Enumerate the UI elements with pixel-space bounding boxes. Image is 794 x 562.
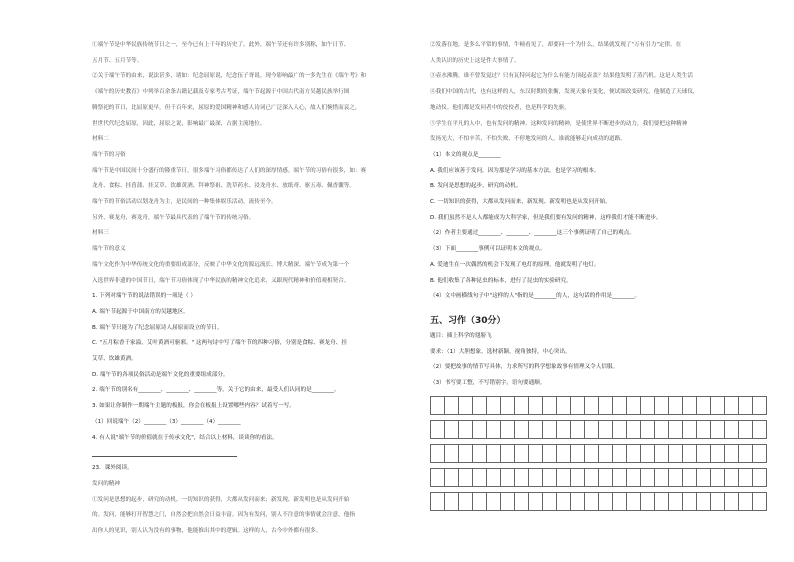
essay-requirement: 要求：（1）大胆想象，选材新颖，视角独特，中心突出。	[430, 348, 571, 355]
material-subtitle: 端午节的意义	[92, 246, 126, 253]
grid-cell[interactable]	[528, 396, 543, 415]
grid-cell[interactable]	[738, 492, 753, 511]
grid-cell[interactable]	[584, 444, 599, 463]
passage-line: ⑤学生在平凡的人中，也有发问的精神。这种发问的精神，是使世界不断进步的动力，我们要把这种精神	[430, 120, 688, 127]
grid-cell[interactable]	[696, 444, 711, 463]
grid-cell[interactable]	[598, 396, 613, 415]
grid-cell[interactable]	[724, 420, 739, 439]
grid-cell[interactable]	[654, 444, 669, 463]
grid-cell[interactable]	[738, 396, 753, 415]
text-line: 端午文化作为中华传统文化的重要组成部分，反映了中华文化的源远流长、博大精深。端午节成为第一个	[92, 261, 350, 268]
text-line: ②关于端午节的由来，说法甚多，诸如：纪念屈原说，纪念伍子胥说。现今影响最广的一多先生在《端午考》和	[92, 73, 367, 80]
grid-cell[interactable]	[444, 492, 459, 511]
grid-cell[interactable]	[472, 468, 487, 487]
grid-cell[interactable]	[724, 492, 739, 511]
grid-cell[interactable]	[682, 468, 697, 487]
passage-line: 地动仪。他们都是发问者中的佼佼者，也是科学的先驱。	[430, 104, 570, 111]
grid-cell[interactable]	[682, 420, 697, 439]
grid-cell[interactable]	[458, 444, 473, 463]
grid-cell[interactable]	[430, 396, 445, 415]
grid-cell[interactable]	[668, 492, 683, 511]
grid-row	[430, 492, 775, 511]
grid-cell[interactable]	[570, 396, 585, 415]
grid-cell[interactable]	[458, 492, 473, 511]
question-option: B. 他们收集了各种昆虫的标本，进行了昆虫的实验研究。	[430, 277, 572, 284]
grid-cell[interactable]	[668, 396, 683, 415]
essay-prompt: 题目：插上科学的翅膀飞	[430, 332, 492, 339]
text-line: ①端午节是中华民族传统节日之一，至今已有上千年的历史了。此外，端午节还有许多别称，如午日节、	[92, 42, 350, 48]
grid-cell[interactable]	[542, 420, 557, 439]
material-heading: 材料三	[92, 230, 109, 237]
grid-cell[interactable]	[486, 420, 501, 439]
passage-line: ④我们中国的古代，也有这样的人，东汉时期的张衡，发现天象有变化，便试图改变研究，他制造了天球仪，	[430, 89, 699, 96]
grid-cell[interactable]	[584, 396, 599, 415]
grid-cell[interactable]	[710, 396, 725, 415]
grid-cell[interactable]	[472, 444, 487, 463]
grid-cell[interactable]	[458, 396, 473, 415]
grid-cell[interactable]	[486, 492, 501, 511]
grid-cell[interactable]	[430, 420, 445, 439]
grid-cell[interactable]	[682, 444, 697, 463]
grid-cell[interactable]	[682, 492, 697, 511]
grid-cell[interactable]	[654, 396, 669, 415]
question-option: A. 端午节起源于中国南方的吴越地区。	[92, 308, 189, 315]
grid-cell[interactable]	[696, 492, 711, 511]
grid-cell[interactable]	[570, 468, 585, 487]
grid-cell[interactable]	[668, 468, 683, 487]
question-line: 2. 端午节的别名有________、________、________等。关于它的由来，最受人们认同的是________。	[92, 387, 340, 394]
grid-cell[interactable]	[584, 468, 599, 487]
grid-cell[interactable]	[724, 444, 739, 463]
grid-cell[interactable]	[640, 444, 655, 463]
grid-cell[interactable]	[710, 444, 725, 463]
grid-cell[interactable]	[458, 420, 473, 439]
grid-cell[interactable]	[556, 492, 571, 511]
question-line: （3）下面________事例可以证明本文的观点。	[430, 246, 546, 253]
grid-cell[interactable]	[612, 396, 627, 415]
grid-cell[interactable]	[640, 396, 655, 415]
question-option: C. 一切知识的获得，大都从发问而来，新发现、新发明也是从发问开始。	[430, 199, 611, 206]
grid-cell[interactable]	[752, 444, 767, 463]
grid-cell[interactable]	[626, 444, 641, 463]
grid-row	[430, 396, 775, 415]
text-line: 世世代代纪念屈原，因此，屈原之说，影响最广最深，占据主流地位。	[92, 120, 266, 127]
grid-cell[interactable]	[752, 492, 767, 511]
part-heading: 23．课外阅读。	[92, 465, 133, 472]
grid-cell[interactable]	[738, 468, 753, 487]
grid-cell[interactable]	[556, 420, 571, 439]
material-heading: 材料二	[92, 136, 109, 143]
text-line: 《端午的历史教育》中列举百余条古籍记载及专家考古考证，端午节起源于中国古代南方吴越民族举行图	[92, 89, 350, 96]
passage-line: 发扬光大，不怕辛苦、不怕失败、不停地发问的人，谁就能够走向成功的道路。	[430, 136, 626, 143]
grid-cell[interactable]	[612, 468, 627, 487]
question-option: B. 发问是思想的起步，研究的动机。	[430, 183, 522, 190]
grid-cell[interactable]	[626, 396, 641, 415]
question-option: D. 端午节的各项民俗活动是端午文化的重要组成部分。	[92, 371, 229, 378]
grid-cell[interactable]	[514, 396, 529, 415]
grid-cell[interactable]	[612, 444, 627, 463]
grid-cell[interactable]	[570, 420, 585, 439]
grid-cell[interactable]	[556, 396, 571, 415]
grid-cell[interactable]	[528, 420, 543, 439]
question-line: 4. 有人说"端午节的价值就在于传承文化"，结合以上材料，谈谈你的看法。	[92, 434, 278, 441]
grid-cell[interactable]	[514, 492, 529, 511]
grid-cell[interactable]	[500, 420, 515, 439]
passage-line: ①发问是思想的起步，研究的动机。一切知识的获得，大都从发问而来；新发现、新发明也是从发问开始	[92, 496, 350, 503]
grid-cell[interactable]	[584, 492, 599, 511]
grid-cell[interactable]	[710, 468, 725, 487]
grid-row	[430, 444, 775, 463]
grid-cell[interactable]	[472, 396, 487, 415]
question-line: 3. 如果让你制作一期端午主题的板报，你会在板报上设置哪些内容？试着写一写。	[92, 403, 295, 410]
grid-cell[interactable]	[570, 492, 585, 511]
grid-cell[interactable]	[472, 492, 487, 511]
grid-cell[interactable]	[430, 492, 445, 511]
grid-cell[interactable]	[556, 468, 571, 487]
grid-cell[interactable]	[738, 420, 753, 439]
right-column	[430, 38, 775, 516]
grid-cell[interactable]	[626, 420, 641, 439]
passage-line: ②发落在地，是多么平常的事情，牛顿看见了，却要问一个为什么，结果就发现了"万有引力"定律。在	[430, 42, 682, 48]
question-line: 1. 下列对端午节的说法错误的一项是（ ）	[92, 293, 196, 300]
grid-cell[interactable]	[654, 468, 669, 487]
grid-cell[interactable]	[654, 492, 669, 511]
grid-cell[interactable]	[668, 444, 683, 463]
grid-cell[interactable]	[626, 468, 641, 487]
grid-cell[interactable]	[514, 444, 529, 463]
grid-cell[interactable]	[528, 468, 543, 487]
grid-cell[interactable]	[514, 420, 529, 439]
grid-cell[interactable]	[738, 444, 753, 463]
grid-cell[interactable]	[640, 420, 655, 439]
grid-cell[interactable]	[612, 420, 627, 439]
passage-title: 发问的精神	[92, 480, 120, 487]
grid-cell[interactable]	[654, 420, 669, 439]
question-option: A. 我们应该善于发问，因为那是学习的基本方法，也是学习的根本。	[430, 167, 600, 174]
grid-cell[interactable]	[710, 492, 725, 511]
grid-cell[interactable]	[444, 396, 459, 415]
grid-row	[430, 468, 775, 487]
grid-cell[interactable]	[570, 444, 585, 463]
grid-cell[interactable]	[486, 468, 501, 487]
section-title: 五、习作（30分）	[430, 315, 506, 326]
text-line: 腾祭祀的节日，比屈原更早。但千百年来，屈原的爱国精神和感人诗词已广泛深入人心，故人们惋惜而哀之，	[92, 104, 361, 111]
writing-grid[interactable]	[430, 396, 775, 511]
grid-cell[interactable]	[668, 420, 683, 439]
answer-blank	[92, 446, 237, 457]
grid-cell[interactable]	[542, 444, 557, 463]
grid-cell[interactable]	[682, 396, 697, 415]
question-line: （1）回说端午（2）________（3）________（4）________	[92, 418, 241, 425]
grid-cell[interactable]	[612, 492, 627, 511]
text-line: 端午节的节俗活动以划龙舟为主，是民间的一种集体娱乐活动，流传至今。	[92, 199, 277, 206]
grid-cell[interactable]	[640, 468, 655, 487]
question-line: （4）文中画横线句子中"这样的人"指的是________的人，这句话的作用是________。	[430, 293, 641, 300]
grid-cell[interactable]	[710, 420, 725, 439]
grid-cell[interactable]	[500, 468, 515, 487]
grid-cell[interactable]	[430, 444, 445, 463]
grid-cell[interactable]	[696, 468, 711, 487]
passage-line: ③壶水沸腾，谁不曾发觉过？只有瓦特问起它为什么有能力顶起壶盖？结果他发明了蒸汽机。这是人类生活	[430, 73, 693, 80]
grid-cell[interactable]	[724, 396, 739, 415]
text-line: 端午节是中国民间十分盛行的隆重节日，很多端午习俗都传达了人们的深厚情感。端午节的习俗有很多，如：赛	[92, 167, 367, 174]
grid-cell[interactable]	[486, 396, 501, 415]
grid-cell[interactable]	[752, 468, 767, 487]
grid-cell[interactable]	[598, 420, 613, 439]
grid-cell[interactable]	[430, 468, 445, 487]
text-line: 入选世界非遗的中国节日，端午节习俗体现了中华民族的精神文化追求，又跟现代精神和价值观相契合。	[92, 277, 350, 284]
grid-cell[interactable]	[542, 396, 557, 415]
grid-cell[interactable]	[626, 492, 641, 511]
text-line: 五月节、五月节等。	[92, 57, 143, 64]
grid-cell[interactable]	[584, 420, 599, 439]
essay-requirement: （2）要把故事的情节写具体，力求所写的科学想象故事有情理又令人信服。	[430, 364, 619, 371]
grid-cell[interactable]	[752, 420, 767, 439]
text-line: 另外，赛龙舟，赛龙舟，端午节最具代表的了端午节的传统习俗。	[92, 214, 255, 221]
question-line: （2）作者主要通过________、________、________这三个事例证明了自己的观点。	[430, 230, 635, 237]
grid-cell[interactable]	[696, 396, 711, 415]
grid-cell[interactable]	[444, 420, 459, 439]
passage-line: 人类认识的历史上这是件大事情了。	[430, 57, 520, 64]
grid-cell[interactable]	[542, 492, 557, 511]
text-line: 龙舟、食粽、挂菖蒲、挂艾草、饮雄黄酒、拜神祭祖、洗草药水、浸龙舟水、放纸鸢、驱五毒、佩香囊等。	[92, 183, 355, 190]
question-option: 艾草、饮雄黄酒。	[92, 356, 137, 363]
grid-cell[interactable]	[542, 468, 557, 487]
grid-cell[interactable]	[500, 396, 515, 415]
grid-cell[interactable]	[444, 444, 459, 463]
grid-row	[430, 420, 775, 439]
grid-cell[interactable]	[500, 444, 515, 463]
grid-cell[interactable]	[724, 468, 739, 487]
left-column	[92, 38, 406, 540]
grid-cell[interactable]	[500, 492, 515, 511]
passage-line: 的。发问，能够打开智慧之门，自然会把自然会日益丰富。因为有发问，别人不注意的事情就会注意，他指	[92, 512, 355, 519]
grid-cell[interactable]	[598, 492, 613, 511]
passage-line: 出你人的见识，别人认为没有的事物，他能推出其中的逻辑。这样的人，古今中外都有很多。	[92, 528, 322, 535]
question-option: C. "五月粽香千家溢，艾叶黄酒可驱邪。" 这两句诗中写了端午节的四种习俗，分别是食粽、赛龙舟、挂	[92, 340, 347, 347]
grid-cell[interactable]	[472, 420, 487, 439]
grid-cell[interactable]	[458, 468, 473, 487]
grid-cell[interactable]	[598, 468, 613, 487]
material-subtitle: 端午节的习俗	[92, 151, 126, 158]
grid-cell[interactable]	[528, 444, 543, 463]
grid-cell[interactable]	[528, 492, 543, 511]
grid-cell[interactable]	[640, 492, 655, 511]
question-option: B. 端午节只能为了纪念屈原诗人屈原而设立的节日。	[92, 324, 223, 331]
grid-cell[interactable]	[598, 444, 613, 463]
grid-cell[interactable]	[752, 396, 767, 415]
question-line: （1）本文的观点是________	[430, 151, 501, 158]
question-option: D. 我们虽然不是人人都能成为大科学家，但是我们要有发问的精神，这样我们才能不断进步。	[430, 214, 662, 221]
grid-cell[interactable]	[696, 420, 711, 439]
grid-cell[interactable]	[556, 444, 571, 463]
question-option: A. 爱迪生在一次偶然的机会下发现了电灯的原理，他就发明了电灯。	[430, 261, 600, 268]
grid-cell[interactable]	[444, 468, 459, 487]
grid-cell[interactable]	[514, 468, 529, 487]
grid-cell[interactable]	[486, 444, 501, 463]
essay-requirement: （3）书写要工整，不写错别字，语句要通顺。	[430, 380, 546, 387]
